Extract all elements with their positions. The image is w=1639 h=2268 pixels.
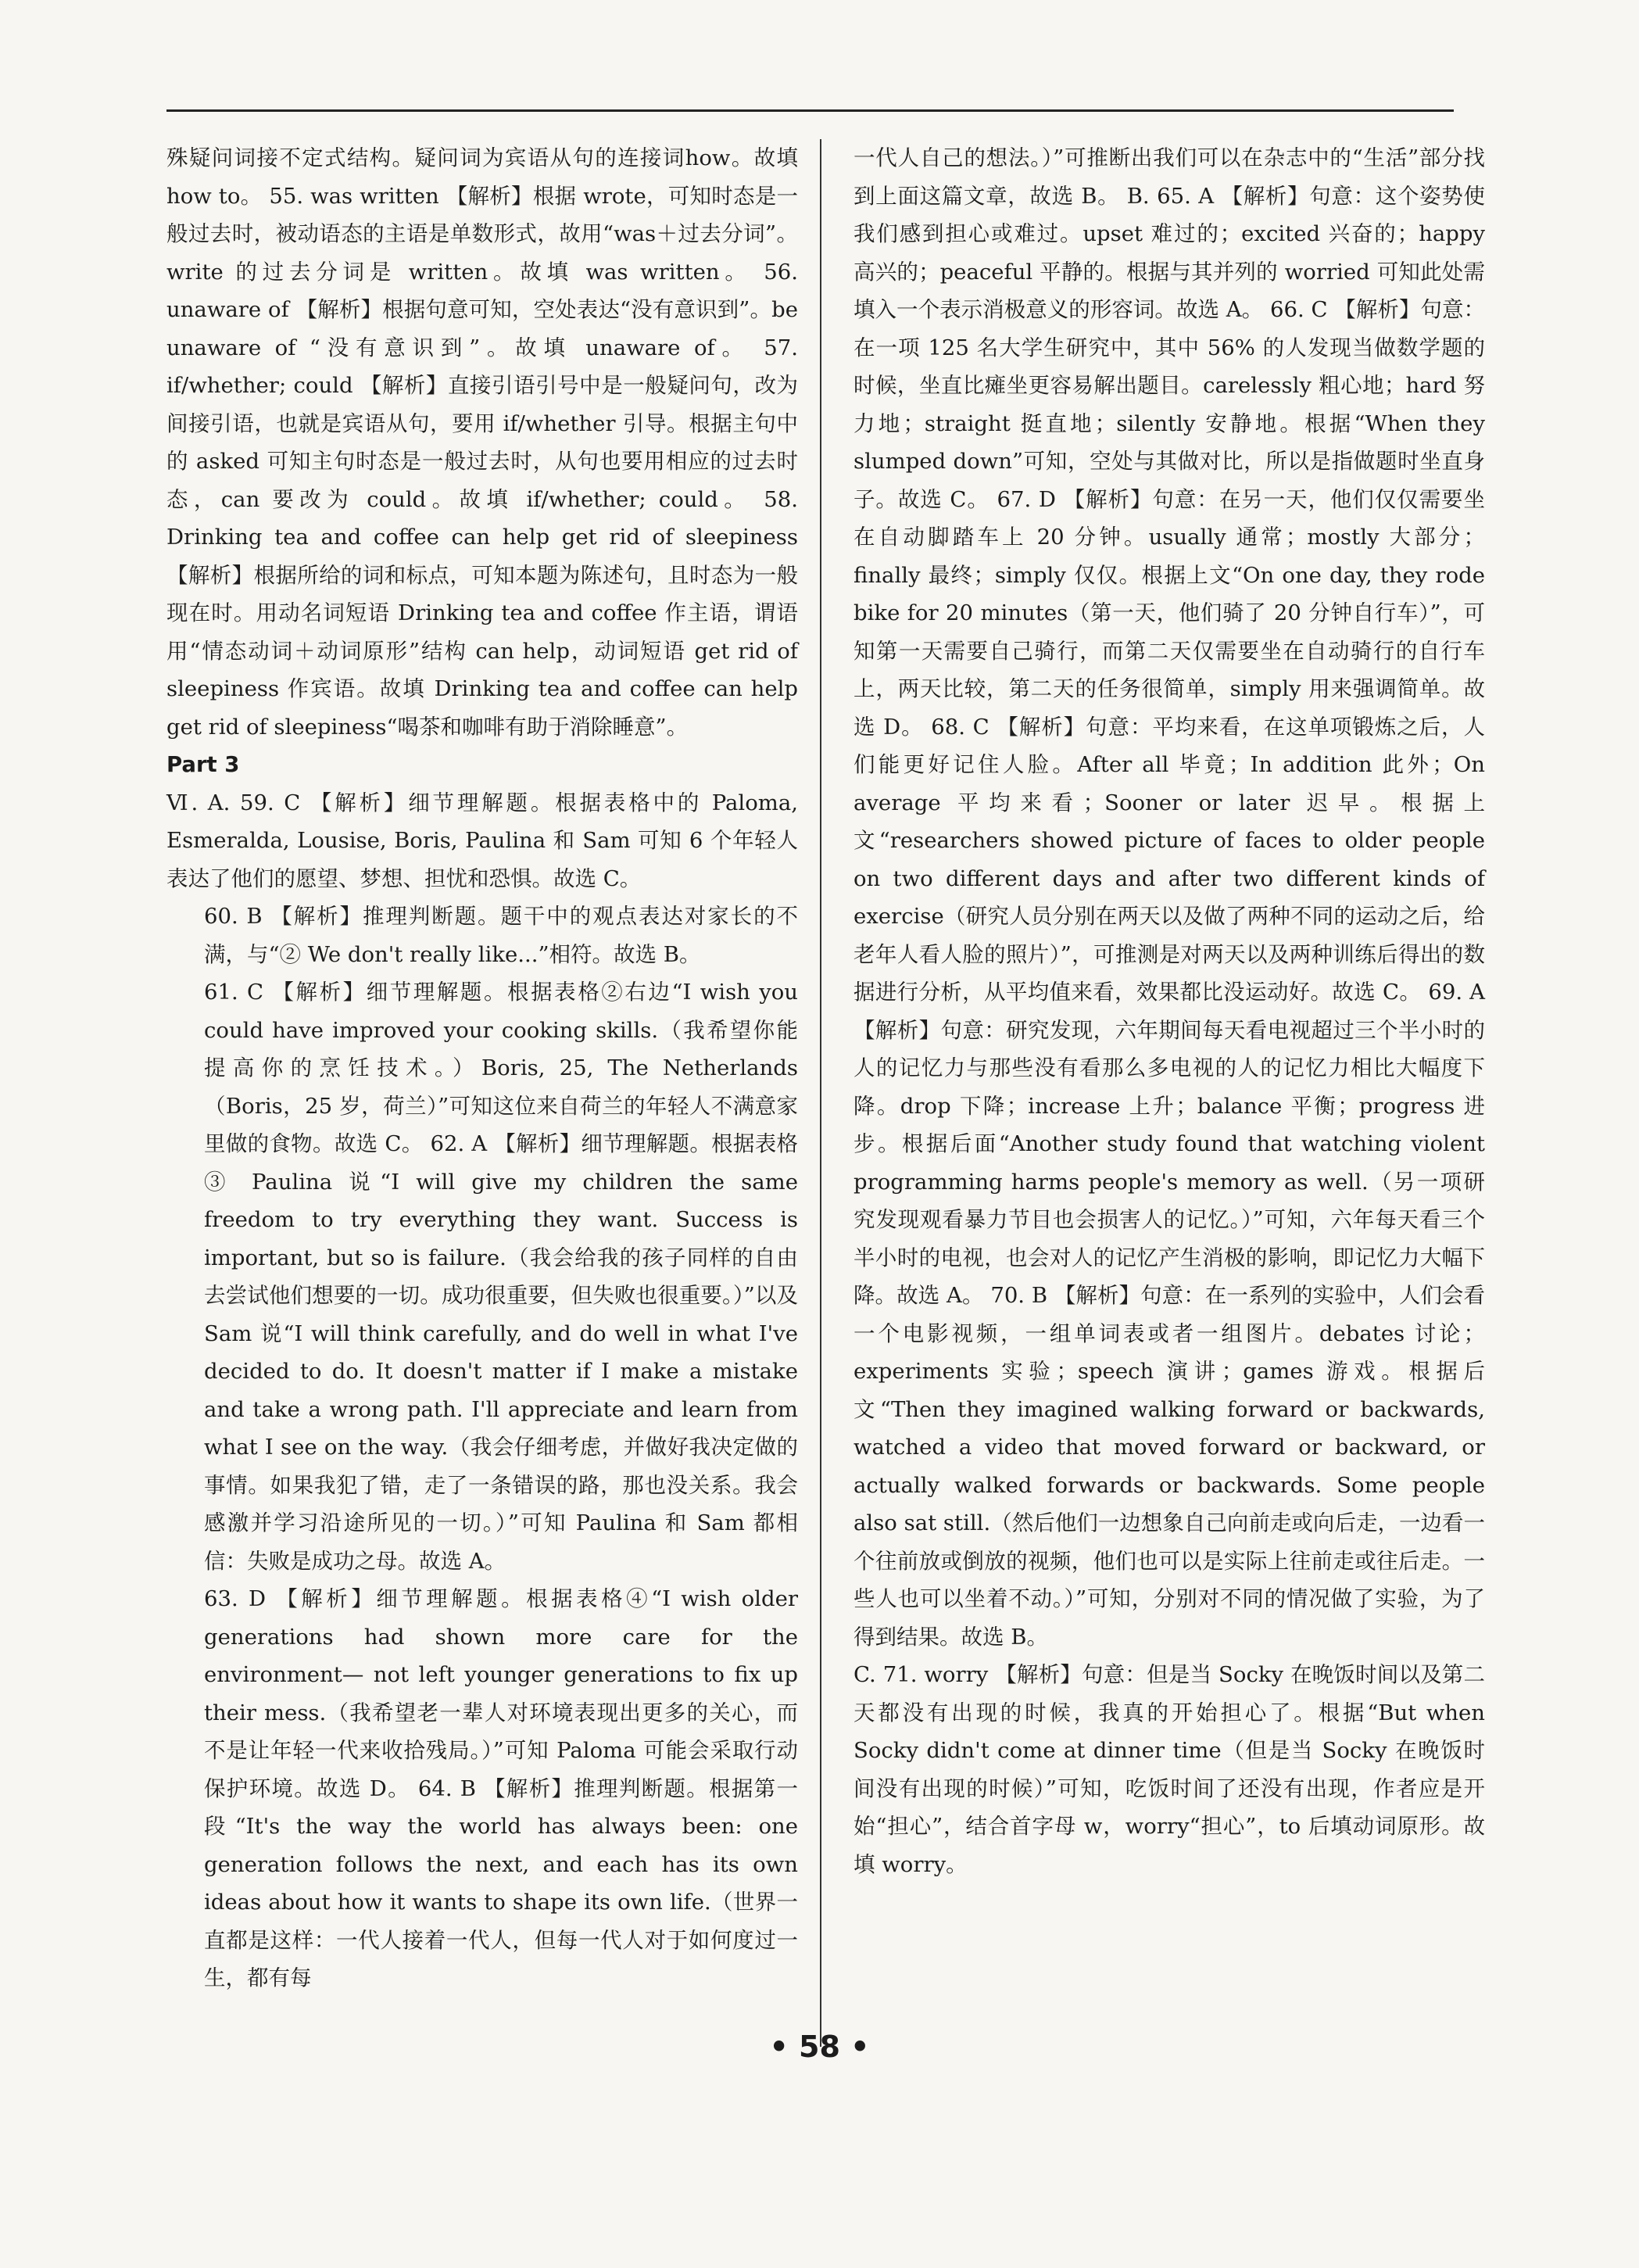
paragraph: C. 71. worry 【解析】句意：但是当 Socky 在晚饭时间以及第二天都没有出现的时候，我真的开始担心了。根据“But when Socky didn't come at dinner time（但是当 Socky 在晚饭时间没有出现的时候）”可知，吃饭时间了还没有出现，作者应是开始“担心”，结合首字母 w，worry“担心”，to 后填动词原形。故填 worry。 [853,1662,1485,1877]
paragraph: Ⅵ. A. 59. C 【解析】细节理解题。根据表格中的 Paloma, Esmeralda, Lousise, Boris, Paulina 和 Sam 可知 6 个年轻人表达了他们的愿望、梦想、担忧和恐惧。故选 C。 [166,790,798,891]
paragraph: 61. C 【解析】细节理解题。根据表格②右边“I wish you could have improved your cooking skills.（我希望你能提高你的烹饪技术。）Boris, 25, The Netherlands（Boris，25 岁，荷兰）”可知这位来自荷兰的年轻人不满意家里做的食物。故选 C。 62. A 【解析】细节理解题。根据表格③ Paulina 说“I will give my children the same freedom to try everything they want. Success is important, but so is failure.（我会给我的孩子同样的自由去尝试他们想要的一切。成功很重要，但失败也很重要。）”以及 Sam 说“I will think carefully, and do well in what I've decided to do. It doesn't matter if I make a mistake and take a wrong path. I'll appreciate and learn from what I see on the way.（我会仔细考虑，并做好我决定做的事情。如果我犯了错，走了一条错误的路，那也没关系。我会感激并学习沿途所见的一切。）”可知 Paulina 和 Sam 都相信：失败是成功之母。故选 A。 [204,980,798,1574]
column-divider [820,139,821,2047]
paragraph: 60. B 【解析】推理判断题。题干中的观点表达对家长的不满，与“② We don't really like...”相符。故选 B。 [204,904,798,967]
right-column [853,139,1485,1883]
section-heading: Part 3 [166,752,240,777]
left-column [166,139,798,1997]
page-number: • 58 • [769,2030,870,2064]
paragraph: 殊疑问词接不定式结构。疑问词为宾语从句的连接词how。故填 how to。 55. was written 【解析】根据 wrote，可知时态是一般过去时，被动语态的主语是单数形式，故用“was＋过去分词”。write 的过去分词是 written。故填 was written。 56. unaware of 【解析】根据句意可知，空处表达“没有意识到”。be unaware of “没有意识到”。故填 unaware of。 57. if/whether; could 【解析】直接引语引号中是一般疑问句，改为间接引语，也就是宾语从句，要用 if/whether 引导。根据主句中的 asked 可知主句时态是一般过去时，从句也要用相应的过去时态，can 要改为 could。故填 if/whether; could。 58. Drinking tea and coffee can help get rid of sleepiness 【解析】根据所给的词和标点，可知本题为陈述句，且时态为一般现在时。用动名词短语 Drinking tea and coffee 作主语，谓语用“情态动词＋动词原形”结构 can help，动词短语 get rid of sleepiness 作宾语。故填 Drinking tea and coffee can help get rid of sleepiness“喝茶和咖啡有助于消除睡意”。 [166,145,798,740]
paragraph: 一代人自己的想法。）”可推断出我们可以在杂志中的“生活”部分找到上面这篇文章，故选 B。 B. 65. A 【解析】句意：这个姿势使我们感到担心或难过。upset 难过的；excited 兴奋的；happy 高兴的；peaceful 平静的。根据与其并列的 worried 可知此处需填入一个表示消极意义的形容词。故选 A。 66. C 【解析】句意：在一项 125 名大学生研究中，其中 56% 的人发现当做数学题的时候，坐直比瘫坐更容易解出题目。carelessly 粗心地；hard 努力地；straight 挺直地；silently 安静地。根据“When they slumped down”可知，空处与其做对比，所以是指做题时坐直身子。故选 C。 67. D 【解析】句意：在另一天，他们仅仅需要坐在自动脚踏车上 20 分钟。usually 通常；mostly 大部分；finally 最终；simply 仅仅。根据上文“On one day, they rode bike for 20 minutes（第一天，他们骑了 20 分钟自行车）”，可知第一天需要自己骑行，而第二天仅需要坐在自动骑行的自行车上，两天比较，第二天的任务很简单，simply 用来强调简单。故选 D。 68. C 【解析】句意：平均来看，在这单项锻炼之后，人们能更好记住人脸。After all 毕竟；In addition 此外；On average 平均来看；Sooner or later 迟早。根据上文“researchers showed picture of faces to older people on two different days and after two different kinds of exercise（研究人员分别在两天以及做了两种不同的运动之后，给老年人看人脸的照片）”，可推测是对两天以及两种训练后得出的数据进行分析，从平均值来看，效果都比没运动好。故选 C。 69. A 【解析】句意：研究发现，六年期间每天看电视超过三个半小时的人的记忆力与那些没有看那么多电视的人的记忆力相比大幅度下降。drop 下降；increase 上升；balance 平衡；progress 进步。根据后面“Another study found that watching violent programming harms people's memory as well.（另一项研究发现观看暴力节目也会损害人的记忆。）”可知，六年每天看三个半小时的电视，也会对人的记忆产生消极的影响，即记忆力大幅下降。故选 A。 70. B 【解析】句意：在一系列的实验中，人们会看一个电影视频，一组单词表或者一组图片。debates 讨论；experiments 实验；speech 演讲；games 游戏。根据后文“Then they imagined walking forward or backwards, watched a video that moved forward or backward, or actually walked forwards or backwards. Some people also sat still.（然后他们一边想象自己向前走或向后走，一边看一个往前放或倒放的视频，他们也可以是实际上往前走或往后走。一些人也可以坐着不动。）”可知，分别对不同的情况做了实验，为了得到结果。故选 B。 [853,145,1485,1650]
paragraph: 63. D 【解析】细节理解题。根据表格④“I wish older generations had shown more care for the environment— not left younger generations to fix up their mess.（我希望老一辈人对环境表现出更多的关心，而不是让年轻一代来收拾残局。）”可知 Paloma 可能会采取行动保护环境。故选 D。 64. B 【解析】推理判断题。根据第一段“It's the way the world has always been: one generation follows the next, and each has its own ideas about how it wants to shape its own life.（世界一直都是这样：一代人接着一代人，但每一代人对于如何度过一生，都有每 [204,1586,798,1990]
header-rule [166,109,1454,112]
